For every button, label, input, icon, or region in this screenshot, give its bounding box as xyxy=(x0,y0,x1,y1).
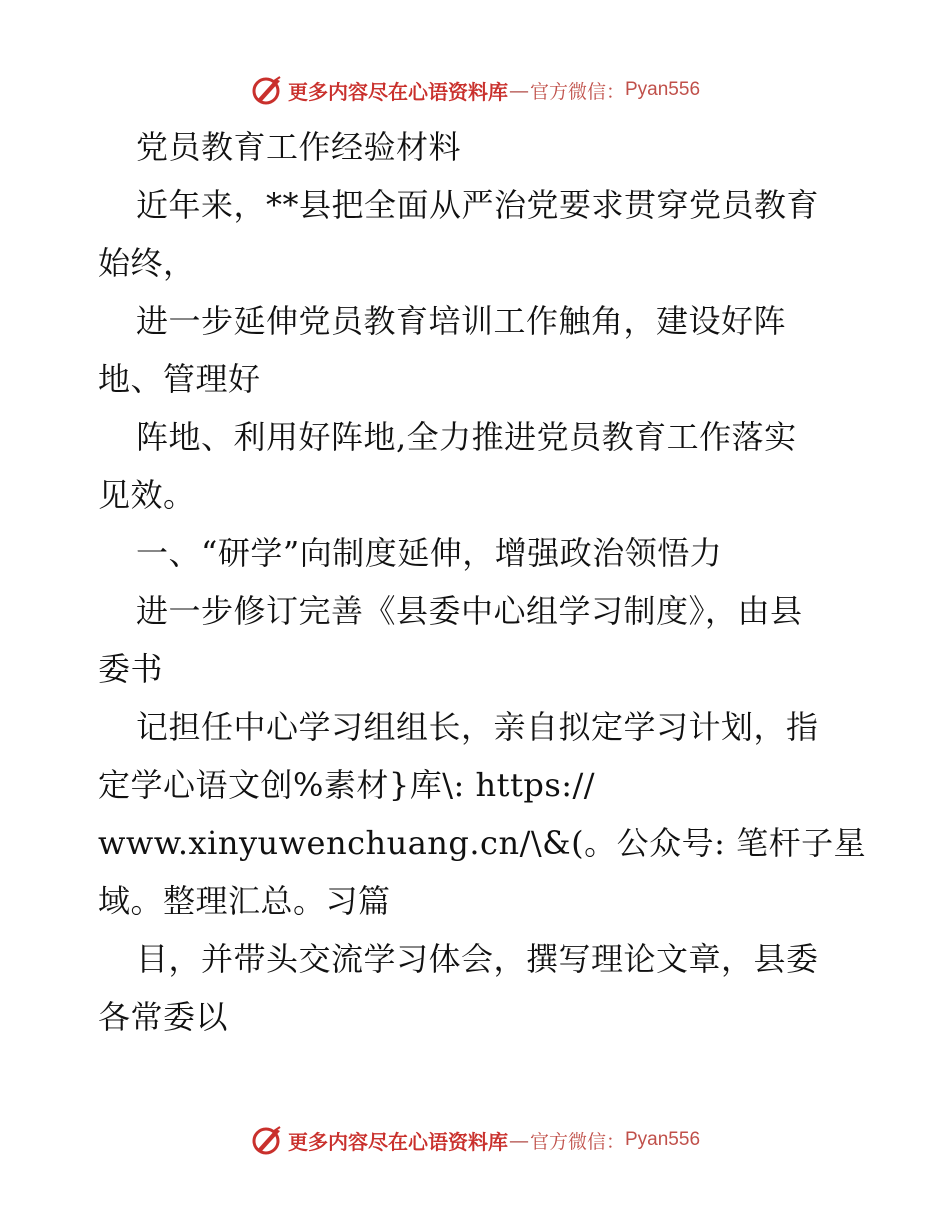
paragraph-line: 地、管理好 xyxy=(98,360,261,398)
footer-banner-wechat-id: Pyan556 xyxy=(625,1129,701,1150)
paragraph-line: 见效。 xyxy=(98,476,196,514)
header-watermark-banner xyxy=(0,70,950,110)
paragraph-line: 记担任中心学习组组长，亲自拟定学习计划，指 xyxy=(136,708,819,746)
footer-banner-text: 更多内容尽在心语资料库 xyxy=(287,1129,508,1154)
paragraph-line: 域。整理汇总。习篇 xyxy=(98,882,391,920)
paragraph-line: 定学心语文创%素材}库\: https:// xyxy=(98,766,596,804)
header-banner-wechat-label: 官方微信： xyxy=(529,80,625,103)
footer-banner-wechat-label: 官方微信： xyxy=(529,1130,625,1153)
quill-logo-icon xyxy=(250,73,284,107)
header-banner-wechat-id: Pyan556 xyxy=(625,79,701,100)
document-title: 党员教育工作经验材料 xyxy=(136,128,462,166)
header-banner-text: 更多内容尽在心语资料库 xyxy=(287,79,508,104)
header-banner-dash: — xyxy=(508,78,529,102)
paragraph-line: 进一步修订完善《县委中心组学习制度》，由县 xyxy=(136,592,803,630)
paragraph-line: 委书 xyxy=(98,650,164,688)
footer-banner-dash: — xyxy=(508,1128,529,1152)
section-heading: 一、“研学”向制度延伸，增强政治领悟力 xyxy=(136,534,723,572)
footer-watermark-banner xyxy=(0,1120,950,1160)
paragraph-line: 阵地、利用好阵地,全力推进党员教育工作落实 xyxy=(136,418,797,456)
paragraph-line: 目，并带头交流学习体会，撰写理论文章，县委 xyxy=(136,940,819,978)
paragraph-line: 各常委以 xyxy=(98,998,229,1036)
paragraph-line: 近年来，**县把全面从严治党要求贯穿党员教育 xyxy=(136,186,820,224)
paragraph-line: www.xinyuwenchuang.cn/\&(。公众号: 笔杆子星 xyxy=(98,824,867,862)
document-body xyxy=(98,118,867,1046)
paragraph-line: 始终， xyxy=(98,244,196,282)
paragraph-line: 进一步延伸党员教育培训工作触角，建设好阵 xyxy=(136,302,787,340)
quill-logo-icon xyxy=(250,1123,284,1157)
